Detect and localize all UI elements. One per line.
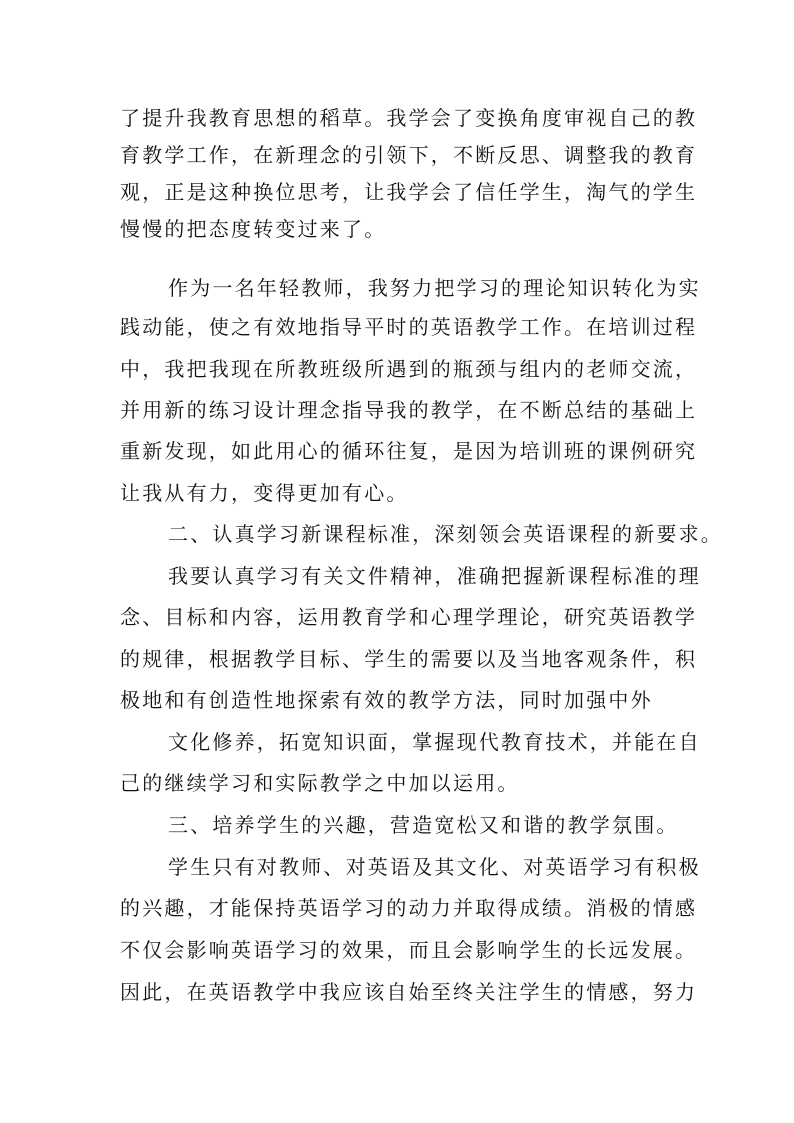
text-line: 因此，在英语教学中我应该自始至终关注学生的情感，努力 — [120, 980, 698, 1004]
text-line: 让我从有力，变得更加有心。 — [120, 481, 409, 505]
text-line: 我要认真学习有关文件精神，准确把握新课程标准的理 — [168, 564, 701, 588]
text-line: 慢慢的把态度转变过来了。 — [120, 217, 387, 241]
text-line: 的兴趣，才能保持英语学习的动力并取得成绩。消极的情感 — [120, 896, 698, 920]
text-line: 极地和有创造性地探索有效的教学方法，同时加强中外 — [120, 688, 653, 712]
text-line: 文化修养，拓宽知识面，掌握现代教育技术，并能在自 — [168, 730, 701, 754]
text-line: 观，正是这种换位思考，让我学会了信任学生，淘气的学生 — [120, 180, 698, 204]
text-line: 践动能，使之有效地指导平时的英语教学工作。在培训过程 — [120, 315, 698, 339]
section-heading: 三、培养学生的兴趣，营造宽松又和谐的教学氛围。 — [168, 813, 679, 837]
text-line: 重新发现，如此用心的循环往复，是因为培训班的课例研究 — [120, 439, 698, 463]
text-line: 的规律，根据教学目标、学生的需要以及当地客观条件，积 — [120, 647, 698, 671]
text-line: 并用新的练习设计理念指导我的教学，在不断总结的基础上 — [120, 398, 698, 422]
text-line: 育教学工作，在新理念的引领下，不断反思、调整我的教育 — [120, 143, 698, 167]
text-line: 作为一名年轻教师，我努力把学习的理论知识转化为实 — [168, 276, 701, 300]
text-line: 中，我把我现在所教班级所遇到的瓶颈与组内的老师交流， — [120, 357, 698, 381]
section-heading: 二、认真学习新课程标准，深刻领会英语课程的新要求。 — [168, 522, 723, 546]
text-line: 念、目标和内容，运用教育学和心理学理论，研究英语教学 — [120, 605, 698, 629]
text-line: 学生只有对教师、对英语及其文化、对英语学习有积极 — [168, 855, 701, 879]
text-line: 不仅会影响英语学习的效果，而且会影响学生的长远发展。 — [120, 938, 698, 962]
text-line: 己的继续学习和实际教学之中加以运用。 — [120, 771, 520, 795]
text-line: 了提升我教育思想的稻草。我学会了变换角度审视自己的教 — [120, 106, 698, 130]
